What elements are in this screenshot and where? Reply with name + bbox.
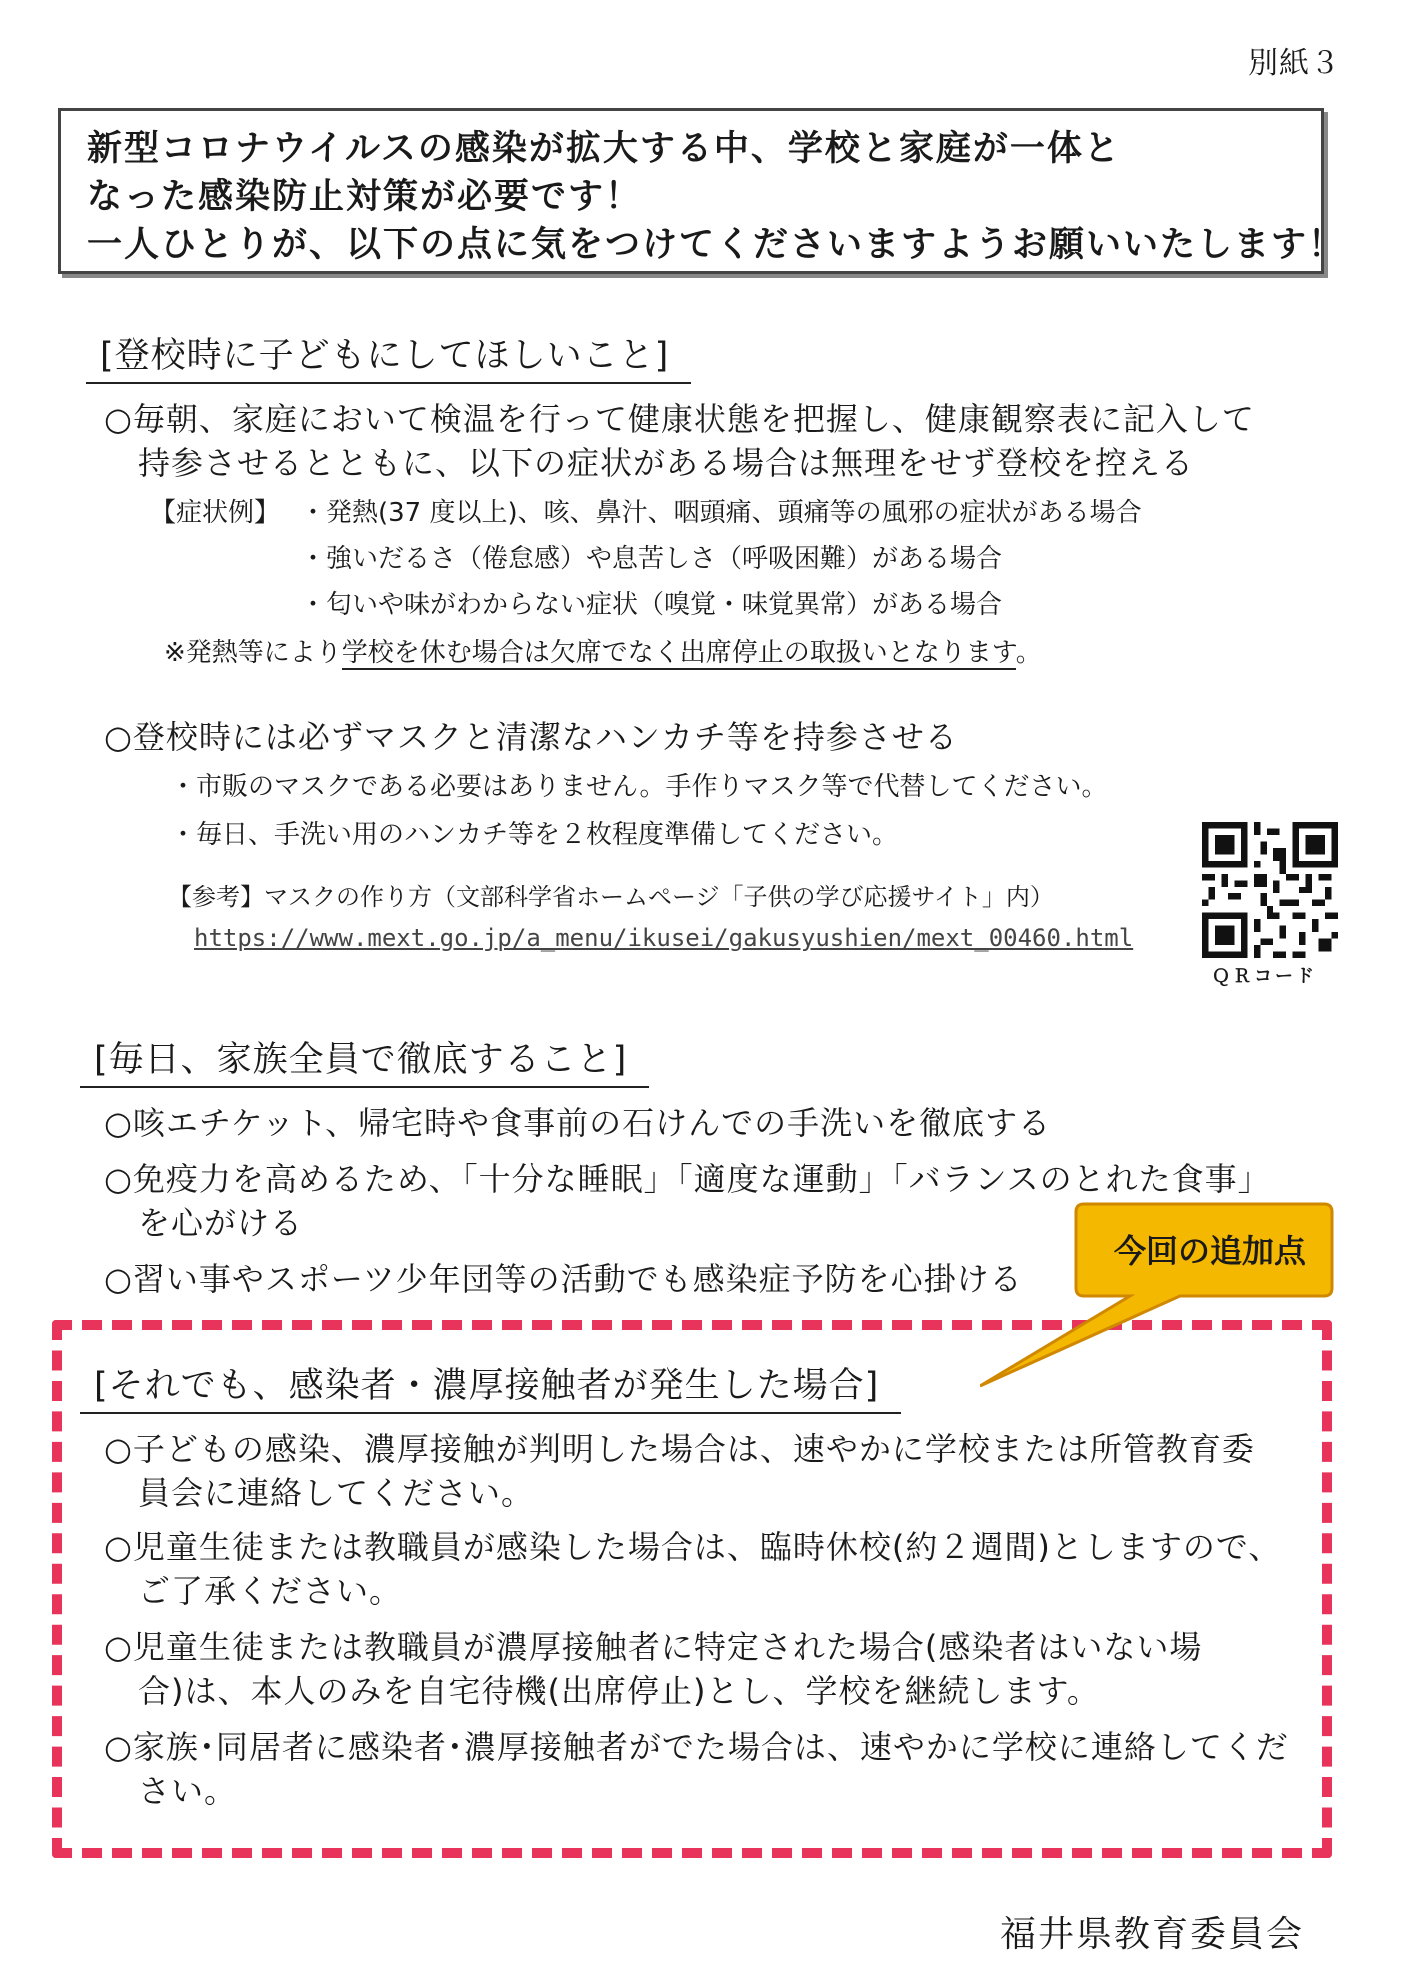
list-item: ○習い事やスポーツ少年団等の活動でも感染症予防を心掛ける bbox=[104, 1260, 1023, 1298]
page-label: 別紙３ bbox=[1248, 46, 1341, 81]
section-title-daily-family: [毎日、家族全員で徹底すること] bbox=[80, 1038, 649, 1088]
list-item: ○児童生徒または教職員が濃厚接触者に特定された場合(感染者はいない場 bbox=[104, 1628, 1203, 1666]
list-item: ○児童生徒または教職員が感染した場合は、臨時休校(約２週間)としますので、 bbox=[104, 1528, 1282, 1566]
list-item: を心がける bbox=[138, 1204, 304, 1242]
list-item: ご了承ください。 bbox=[138, 1572, 403, 1610]
note-suffix: 。 bbox=[1015, 638, 1042, 668]
list-item: ○免疫力を高めるため、「十分な睡眠」「適度な運動」「バランスのとれた食事」 bbox=[104, 1160, 1271, 1198]
list-item: 員会に連絡してください。 bbox=[138, 1474, 535, 1512]
list-item: ○登校時には必ずマスクと清潔なハンカチ等を持参させる bbox=[104, 718, 958, 756]
list-item: 合)は、本人のみを自宅待機(出席停止)とし、学校を継続します。 bbox=[138, 1672, 1100, 1710]
sub-item: ・市販のマスクである必要はありません。手作りマスク等で代替してください。 bbox=[170, 772, 1108, 802]
qr-code-label: ＱＲコード bbox=[1212, 966, 1317, 987]
qr-code-icon[interactable] bbox=[1202, 822, 1338, 958]
header-line: 一人ひとりが、以下の点に気をつけてくださいますようお願いいたします！ bbox=[87, 225, 1346, 265]
section-title-school-arrival: [登校時に子どもにしてほしいこと] bbox=[86, 334, 691, 384]
list-item: ○家族･同居者に感染者･濃厚接触者がでた場合は、速やかに学校に連絡してくだ bbox=[104, 1728, 1289, 1766]
section-title-infection-occurred: [それでも、感染者・濃厚接触者が発生した場合] bbox=[80, 1364, 901, 1414]
header-line: なった感染防止対策が必要です！ bbox=[87, 177, 643, 217]
list-item: ○毎朝、家庭において検温を行って健康状態を把握し、健康観察表に記入して bbox=[104, 400, 1255, 438]
note-prefix: ※発熱等により bbox=[164, 638, 342, 668]
symptom-item: ・強いだるさ（倦怠感）や息苦しさ（呼吸困難）がある場合 bbox=[300, 544, 1003, 574]
list-item: ○子どもの感染、濃厚接触が判明した場合は、速やかに学校または所管教育委 bbox=[104, 1430, 1255, 1468]
header-line: 新型コロナウイルスの感染が拡大する中、学校と家庭が一体と bbox=[87, 129, 1121, 169]
note-underlined: 学校を休む場合は欠席でなく出席停止の取扱いとなります bbox=[341, 638, 1016, 668]
symptom-item: ・発熱(37 度以上)、咳、鼻汁、咽頭痛、頭痛等の風邪の症状がある場合 bbox=[300, 498, 1142, 528]
list-item: さい。 bbox=[138, 1772, 238, 1810]
sub-item: ・毎日、手洗い用のハンカチ等を２枚程度準備してください。 bbox=[170, 820, 899, 850]
mext-mask-link[interactable]: https://www.mext.go.jp/a_menu/ikusei/gakusyushien/mext_00460.html bbox=[194, 924, 1134, 952]
attendance-note bbox=[164, 636, 1042, 670]
callout-text: 今回の追加点 bbox=[1113, 1232, 1306, 1270]
reference-note: 【参考】マスクの作り方（文部科学省ホームページ「子供の学び応援サイト」内） bbox=[168, 883, 1054, 911]
symptoms-label: 【症状例】 bbox=[150, 498, 281, 528]
symptom-item: ・匂いや味がわからない症状（嗅覚・味覚異常）がある場合 bbox=[300, 590, 1003, 620]
notice-header-box bbox=[58, 108, 1346, 274]
list-item: ○咳エチケット、帰宅時や食事前の石けんでの手洗いを徹底する bbox=[104, 1104, 1052, 1142]
issuer-footer: 福井県教育委員会 bbox=[1000, 1914, 1305, 1955]
list-item: 持参させるとともに、以下の症状がある場合は無理をせず登校を控える bbox=[138, 444, 1195, 482]
